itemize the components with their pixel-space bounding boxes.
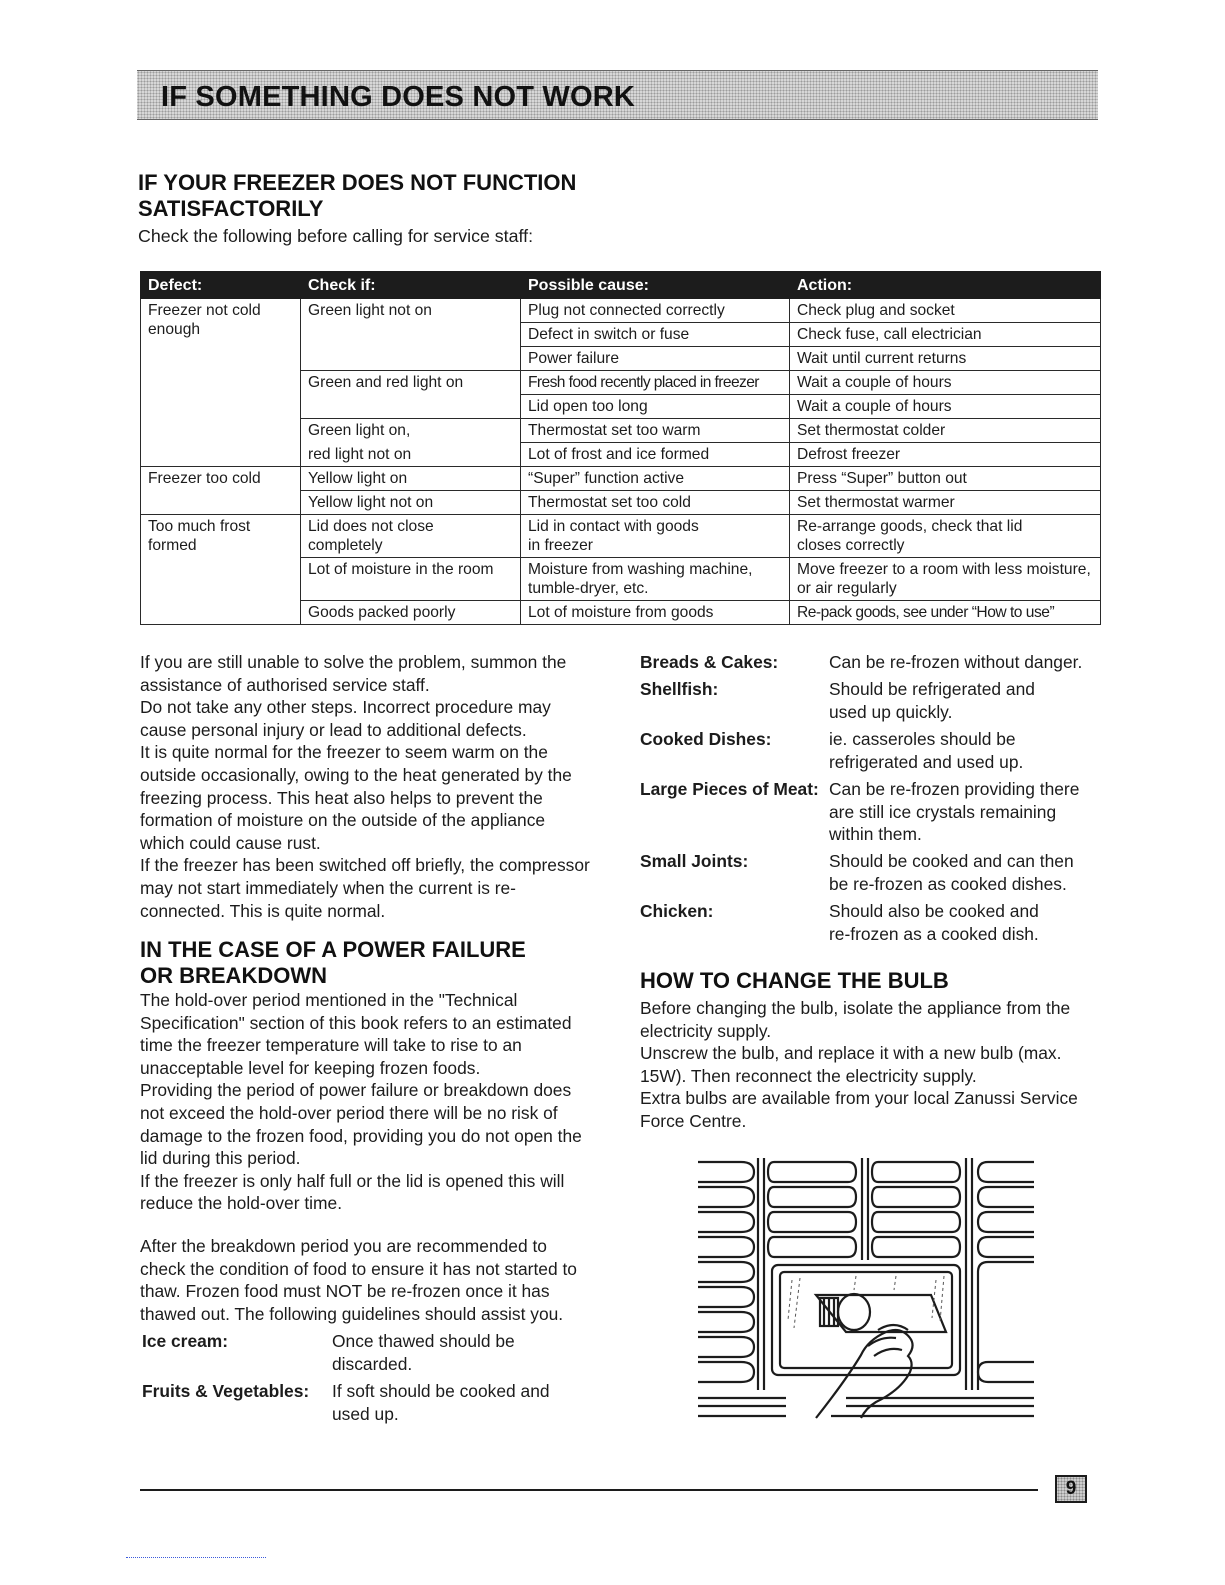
action-cell: Set thermostat warmer [790,491,1101,515]
food-desc: Should be refrigerated and used up quickly. [829,679,1035,722]
intro-heading-line2: SATISFACTORILY [138,196,324,221]
food-desc: Can be re-frozen providing there are still ice crystals remaining within them. [829,779,1080,845]
paragraph: If you are still unable to solve the problem, summon the assistance of authorised service staff. [140,652,567,695]
cause-cell: Plug not connected correctly [521,299,790,323]
paragraph: The hold-over period mentioned in the "Technical Specification" section of this book refers to an estimated time the freezer temperature will take to rise to an unacceptable level for keeping frozen foods. [140,990,572,1078]
after-breakdown-text [140,1235,590,1325]
header-defect: Defect: [141,272,301,299]
cause-cell: Defect in switch or fuse [521,323,790,347]
food-guide-left [142,1330,592,1430]
action-cell: Wait a couple of hours [790,371,1101,395]
action-cell: Check fuse, call electrician [790,323,1101,347]
intro-heading [138,170,576,222]
food-guide-right [640,651,1090,950]
action-cell: Check plug and socket [790,299,1101,323]
cause-cell: Power failure [521,347,790,371]
food-term: Fruits & Vegetables: [142,1381,310,1401]
check-cell: Green and red light on [301,371,521,419]
food-guide-item [640,900,1090,950]
table-row [141,515,1101,558]
paragraph: After the breakdown period you are recommended to check the condition of food to ensure it has not started to thaw. Frozen food must NOT be re-frozen once it has thawed out. The following guidelines should assist you. [140,1236,577,1324]
intro-heading-line1: IF YOUR FREEZER DOES NOT FUNCTION [138,170,577,195]
food-guide-item [640,651,1090,678]
action-cell: Set thermostat colder [790,419,1101,443]
food-desc: If soft should be cooked and used up. [332,1381,550,1424]
check-line: Green light on, [308,422,411,439]
food-term: Small Joints: [640,851,749,871]
paragraph: Do not take any other steps. Incorrect procedure may cause personal injury or lead to additional defects. [140,697,551,740]
action-cell: Defrost freezer [790,443,1101,467]
food-term: Chicken: [640,901,714,921]
intro-subtext: Check the following before calling for service staff: [138,226,534,246]
check-cell: Goods packed poorly [301,601,521,625]
food-desc: Once thawed should be discarded. [332,1331,515,1374]
check-cell: Lid does not close completely [301,515,521,558]
action-cell: Move freezer to a room with less moisture, or air regularly [790,558,1101,601]
cause-cell: “Super” function active [521,467,790,491]
cause-cell: Lot of moisture from goods [521,601,790,625]
food-desc: ie. casseroles should be refrigerated and used up. [829,729,1024,772]
food-guide-item [142,1380,592,1430]
check-cell: Lot of moisture in the room [301,558,521,601]
food-guide-item [640,778,1090,850]
bulb-heading: HOW TO CHANGE THE BULB [640,968,949,993]
check-cell: Yellow light not on [301,491,521,515]
power-heading-line2: OR BREAKDOWN [140,963,327,988]
scan-artifact-line [126,1557,266,1558]
left-column-text [140,651,590,922]
cause-cell: Thermostat set too cold [521,491,790,515]
bulb-text [640,997,1085,1133]
troubleshooting-table [140,271,1101,625]
table-row [141,467,1101,491]
table-header-row [141,272,1101,299]
power-failure-text [140,989,590,1215]
check-line: red light not on [308,446,412,463]
header-action: Action: [790,272,1101,299]
action-cell: Wait a couple of hours [790,395,1101,419]
footer-rule [140,1489,1038,1491]
power-heading-line1: IN THE CASE OF A POWER FAILURE [140,937,526,962]
defect-cell: Too much frost formed [141,515,301,625]
header-check: Check if: [301,272,521,299]
cause-cell: Thermostat set too warm [521,419,790,443]
food-guide-item [640,678,1090,728]
food-term: Large Pieces of Meat: [640,779,819,799]
paragraph: It is quite normal for the freezer to seem warm on the outside occasionally, owing to the heat generated by the freezing process. This heat also helps to prevent the formation of moisture on the outside of the appliance which could cause rust. [140,742,572,853]
cause-cell: Moisture from washing machine, tumble-dryer, etc. [521,558,790,601]
check-cell: Green light not on [301,299,521,371]
food-term: Breads & Cakes: [640,652,779,672]
check-cell [301,419,521,467]
section-banner [137,70,1098,120]
food-term: Cooked Dishes: [640,729,772,749]
food-guide-item [640,728,1090,778]
defect-cell: Freezer not cold enough [141,299,301,467]
bulb-illustration-svg [696,1150,1036,1420]
action-cell: Re-pack goods, see under “How to use” [790,601,1101,625]
paragraph: Extra bulbs are available from your local Zanussi Service Force Centre. [640,1088,1078,1131]
paragraph: If the freezer is only half full or the lid is opened this will reduce the hold-over time. [140,1170,565,1214]
bulb-change-illustration [696,1150,1036,1425]
food-desc: Should also be cooked and re-frozen as a cooked dish. [829,901,1039,944]
food-desc: Can be re-frozen without danger. [829,652,1083,672]
action-cell: Re-arrange goods, check that lid closes correctly [790,515,1101,558]
food-term: Ice cream: [142,1331,229,1351]
page-number: 9 [1055,1475,1087,1503]
paragraph: Providing the period of power failure or breakdown does not exceed the hold-over period there will be no risk of damage to the frozen food, providing you do not open the lid during this period. [140,1080,582,1169]
food-desc: Should be cooked and can then be re-frozen as cooked dishes. [829,851,1074,894]
action-cell: Wait until current returns [790,347,1101,371]
banner-title: IF SOMETHING DOES NOT WORK [161,81,636,113]
cause-cell: Lot of frost and ice formed [521,443,790,467]
paragraph: Before changing the bulb, isolate the appliance from the electricity supply. [640,998,1071,1041]
action-cell: Press “Super” button out [790,467,1101,491]
paragraph: If the freezer has been switched off briefly, the compressor may not start immediately when the current is re-connected. This is quite normal. [140,855,590,921]
cause-cell: Lid in contact with goods in freezer [521,515,790,558]
food-guide-item [640,850,1090,900]
food-term: Shellfish: [640,679,719,699]
paragraph: Unscrew the bulb, and replace it with a new bulb (max. 15W). Then reconnect the electricity supply. [640,1043,1062,1086]
check-cell: Yellow light on [301,467,521,491]
food-guide-item [142,1330,592,1380]
defect-cell: Freezer too cold [141,467,301,515]
table-row [141,299,1101,323]
header-cause: Possible cause: [521,272,790,299]
power-failure-heading [140,937,526,989]
cause-cell: Fresh food recently placed in freezer [521,371,790,395]
cause-cell: Lid open too long [521,395,790,419]
